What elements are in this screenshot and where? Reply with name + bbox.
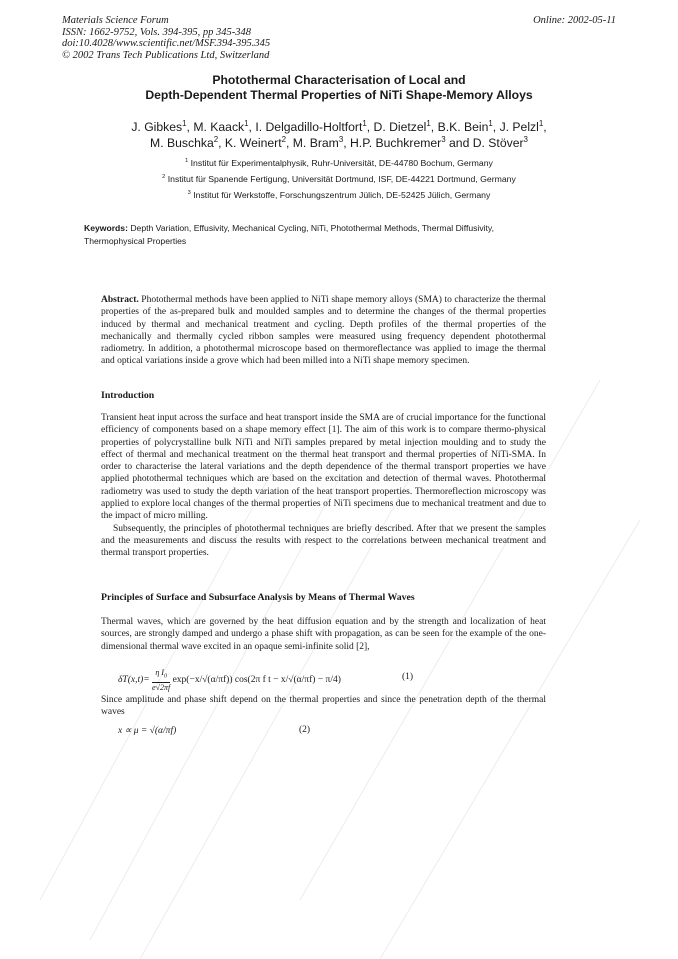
author: J. Pelzl$^1$,: [499, 118, 547, 134]
title-line-1: Photothermal Characterisation of Local and: [212, 73, 466, 87]
introduction-heading: Introduction: [101, 390, 155, 401]
affiliation-list: [62, 155, 616, 203]
affiliation: $^2$ Institut für Spanende Fertigung, Universität Dortmund, ISF, DE-44221 Dortmund, Germany: [162, 174, 516, 184]
affiliation: $^3$ Institut für Werkstoffe, Forschungszentrum Jülich, DE-52425 Jülich, Germany: [187, 190, 491, 200]
author: D. Dietzel$^1$,: [373, 118, 438, 134]
author-list: [62, 119, 616, 151]
penetration-paragraph: Since amplitude and phase shift depend on the thermal properties and since the penetration depth of the thermal waves: [101, 695, 546, 718]
title-line-2: Depth-Dependent Thermal Properties of NiTi Shape-Memory Alloys: [145, 88, 533, 102]
abstract-label: Abstract.: [101, 295, 139, 305]
author: D. Stöver$^3$: [472, 134, 528, 150]
author: M. Buschka$^2$,: [150, 134, 225, 150]
keywords-label: Keywords:: [84, 223, 128, 233]
issn-line: ISSN: 1662-9752, Vols. 394-395, pp 345-348: [62, 26, 251, 38]
intro-paragraph-1: Transient heat input across the surface and heat transport inside the SMA are of crucial importance for the functional efficiency of components based on a shape memory effect [1]. The aim of this work is to compare thermo-physical properties of polycrystalline bulk NiTi and NiTi samples prepared by metal injection moulding and to study the effect of thermal and mechanical treatment on the thermal heat transport and thermal properties of NiTi-SMA. In order to characterise the lateral variations and the depth dependence of the thermal transport properties we have applied photothermal techniques which are based on the excitation and detection of thermal waves. Photothermal radiometry was used to study the depth variation of the heat transport properties. Thermoreflection microscopy was applied to explore local changes of the thermal properties of NiTi specimens due to mechanical treatment and due to the impact of micro milling.: [101, 413, 546, 522]
author: M. Kaack$^1$,: [193, 118, 256, 134]
intro-paragraph-2: Subsequently, the principles of photothermal techniques are briefly described. After that we present the samples and the measurements and discuss the results with respect to the correlations between mechanical treatment and thermal transport properties.: [101, 523, 546, 559]
abstract-text: Photothermal methods have been applied to NiTi shape memory alloys (SMA) to characterize the thermal properties of the as-prepared bulk and moulded samples and to determine the changes of the thermal properties induced by thermal and mechanical treatment and cycling. Depth profiles of the thermal properties of the mechanically and thermally cycled ribbon samples were measured using frequency dependent photothermal radiometry. In addition, a photothermal microscope based on thermoreflectance was applied to image the thermal and optical variations inside a grove which had been milled into a NiTi shape memory specimen.: [101, 295, 546, 367]
principles-heading: Principles of Surface and Subsurface Analysis by Means of Thermal Waves: [101, 592, 415, 603]
author: I. Delgadillo-Holtfort$^1$,: [255, 118, 374, 134]
equation-2-number: (2): [299, 725, 311, 735]
equation-1: δT(x,t)= $\frac{\eta I_0}{e√2\pi f}$ exp(−x/√(α/πf)) cos(2π f t − x/√(α/πf) − π/4): [118, 668, 341, 692]
equation-2: x ∝ μ = √(α/πf): [118, 726, 177, 736]
keywords: [84, 222, 554, 247]
author: H.P. Buchkremer$^3$ and: [350, 134, 473, 150]
journal-name: Materials Science Forum: [62, 15, 169, 26]
copyright-line: © 2002 Trans Tech Publications Ltd, Switzerland: [62, 49, 270, 61]
journal-header: [62, 15, 270, 61]
author: J. Gibkes$^1$,: [131, 118, 194, 134]
principles-paragraph: Thermal waves, which are governed by the heat diffusion equation and by the strength and localization of heat sources, are strongly damped and undergo a phase shift with propagation, as can be seen for the example of the one-dimensional thermal wave excited in an opaque semi-infinite solid [2],: [101, 617, 546, 652]
author: M. Bram$^3$,: [292, 134, 350, 150]
introduction-body: [101, 412, 546, 560]
online-date: Online: 2002-05-11: [533, 15, 616, 26]
paper-title: [62, 73, 616, 103]
equation-1-number: (1): [402, 672, 414, 682]
author: K. Weinert$^2$,: [224, 134, 293, 150]
doi-line: doi:10.4028/www.scientific.net/MSF.394-395.345: [62, 38, 271, 49]
affiliation: $^1$ Institut für Experimentalphysik, Ruhr-Universität, DE-44780 Bochum, Germany: [185, 158, 493, 168]
author: B.K. Bein$^1$,: [437, 118, 500, 134]
abstract: [101, 294, 546, 368]
keywords-text: Depth Variation, Effusivity, Mechanical Cycling, NiTi, Photothermal Methods, Thermal Diffusivity, Thermophysical Properties: [84, 223, 494, 246]
